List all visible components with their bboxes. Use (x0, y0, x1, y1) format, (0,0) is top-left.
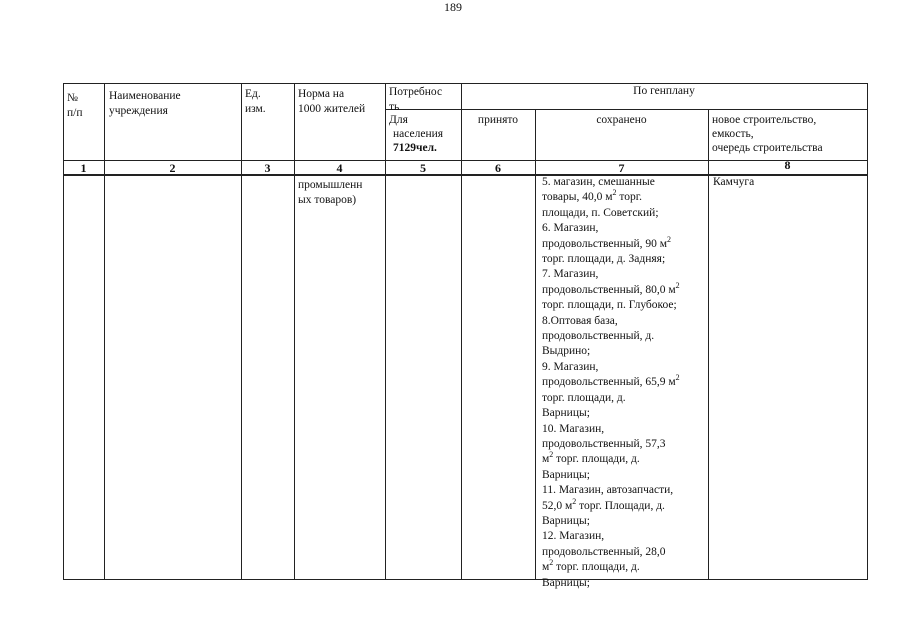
col7-line (542, 406, 680, 421)
col7-line (542, 545, 680, 560)
header-col3 (245, 87, 266, 117)
grid-bottom (63, 579, 868, 580)
col7-line-text: торг. площади, д. (542, 391, 626, 404)
col7-line-text: продовольственный, 80,0 м (542, 283, 676, 296)
header-col1 (67, 91, 83, 121)
header-sub5-population: 7129чел. (393, 142, 437, 154)
col7-line (542, 190, 680, 205)
header-col4-line2: 1000 жителей (298, 103, 366, 115)
col7-line (542, 437, 680, 452)
col7-line-text: 6. Магазин, (542, 222, 599, 235)
colnum-2: 2 (169, 161, 176, 175)
row-col4-line1: промышленн (298, 179, 363, 191)
col7-line-text: Варницы; (542, 468, 590, 481)
col7-line (542, 576, 680, 591)
header-sub5-line1: Для (389, 114, 408, 126)
grid-v6 (535, 109, 536, 580)
row-col8: Камчуга (713, 176, 755, 188)
row-col4 (298, 178, 362, 208)
col7-line-text: м (542, 561, 550, 574)
header-col1-line2: п/п (67, 107, 83, 119)
grid-v3 (294, 83, 295, 580)
header-sub5 (389, 113, 443, 155)
col7-line-sup: 2 (667, 234, 672, 244)
col7-line-text: 12. Магазин, (542, 530, 605, 543)
header-col5 (389, 85, 442, 115)
colnum-5: 5 (420, 161, 426, 175)
col7-line-text: торг. площади, п. Глубокое; (542, 299, 677, 312)
col7-line (542, 514, 680, 529)
col7-line (542, 360, 680, 375)
header-col3-line2: изм. (245, 103, 266, 115)
col7-line (542, 234, 680, 252)
col7-line-text: площади, п. Советский; (542, 206, 659, 219)
col7-line-text: торг. площади, д. Задняя; (542, 253, 666, 266)
col7-line-text: м (542, 453, 550, 466)
header-sub8-line3: очередь строительства (712, 142, 823, 154)
grid-v7 (708, 109, 709, 580)
col7-line (542, 298, 680, 313)
col7-line-text: 7. Магазин, (542, 268, 599, 281)
header-sub8-line2: емкость, (712, 128, 754, 140)
col7-line (542, 283, 680, 298)
col7-line-text: продовольственный, д. (542, 330, 655, 343)
col7-line (542, 314, 680, 329)
col7-line (542, 252, 680, 267)
header-col4 (298, 87, 365, 117)
col7-line-after: торг. Площади, д. (576, 499, 665, 512)
page-number: 189 (444, 0, 462, 14)
col7-line-text: продовольственный, 90 м (542, 237, 668, 250)
col7-line (542, 483, 680, 498)
col7-line (542, 329, 680, 344)
grid-v4 (385, 83, 386, 580)
col7-line (542, 560, 680, 575)
col7-line-text: 52,0 м (542, 499, 573, 512)
header-col2-line2: учреждения (109, 105, 168, 117)
header-sub7: сохранено (596, 114, 647, 126)
col7-line-text: Выдрино; (542, 345, 591, 358)
col7-line (542, 452, 680, 467)
col7-line-sup: 2 (549, 558, 554, 568)
header-sub5-line2: населения (393, 128, 444, 140)
grid-genplan-bottom (461, 109, 868, 110)
colnum-1: 1 (80, 161, 87, 175)
header-col4-line1: Норма на (298, 88, 345, 100)
col7-line-text: 9. Магазин, (542, 360, 599, 373)
header-col5-line1: Потребнос (389, 86, 443, 98)
col7-line (542, 422, 680, 437)
col7-line-text: 8.Оптовая база, (542, 314, 618, 327)
col7-line (542, 221, 680, 236)
col7-line-text: Варницы; (542, 514, 590, 527)
colnum-6: 6 (495, 161, 501, 175)
col7-line (542, 267, 680, 282)
header-col2 (109, 89, 181, 119)
header-sub6: принято (477, 114, 519, 126)
col7-line-after: торг. (616, 191, 643, 204)
col7-line (542, 391, 680, 406)
row-col7-list (542, 175, 680, 591)
col7-line-text: товары, 40,0 м (542, 191, 613, 204)
col7-line (542, 375, 680, 390)
col7-line-text: Варницы; (542, 576, 590, 589)
grid-v1 (104, 83, 105, 580)
col7-line-text: 10. Магазин, (542, 422, 605, 435)
header-col2-line1: Наименование (109, 90, 181, 102)
col7-line (542, 175, 680, 190)
header-col5-line2: ть (389, 101, 400, 113)
colnum-7: 7 (618, 161, 625, 175)
header-genplan: По генплану (633, 85, 695, 97)
col7-line-text: продовольственный, 57,3 (542, 437, 666, 450)
col7-line (542, 468, 680, 483)
header-col1-line1: № (67, 92, 78, 104)
grid-v8 (867, 83, 868, 580)
col7-line-sup: 2 (612, 188, 617, 198)
col7-line-sup: 2 (675, 281, 680, 291)
col7-line (542, 344, 680, 359)
col7-line-after: торг. площади, д. (553, 561, 640, 574)
grid-v0 (63, 83, 64, 580)
col7-line-sup: 2 (572, 496, 577, 506)
col7-line-text: продовольственный, 65,9 м (542, 376, 676, 389)
colnum-8: 8 (784, 158, 791, 172)
col7-line-sup: 2 (675, 373, 680, 383)
row-col4-line2: ых товаров) (298, 194, 357, 206)
col7-line (542, 496, 680, 514)
colnum-4: 4 (336, 161, 343, 175)
col7-line-text: 5. магазин, смешанные (542, 176, 655, 188)
col7-line-sup: 2 (549, 450, 554, 460)
grid-v2 (241, 83, 242, 580)
grid-v5 (461, 83, 462, 580)
colnum-3: 3 (264, 161, 271, 175)
col7-line-after: торг. площади, д. (553, 453, 640, 466)
col7-line-text: продовольственный, 28,0 (542, 545, 666, 558)
col7-line (542, 206, 680, 221)
col7-line (542, 529, 680, 544)
col7-line-text: Варницы; (542, 407, 590, 420)
header-sub8-line1: новое строительство, (712, 114, 817, 126)
header-col3-line1: Ед. (245, 88, 261, 100)
col7-line-text: 11. Магазин, автозапчасти, (542, 484, 674, 497)
header-sub8 (712, 113, 823, 155)
